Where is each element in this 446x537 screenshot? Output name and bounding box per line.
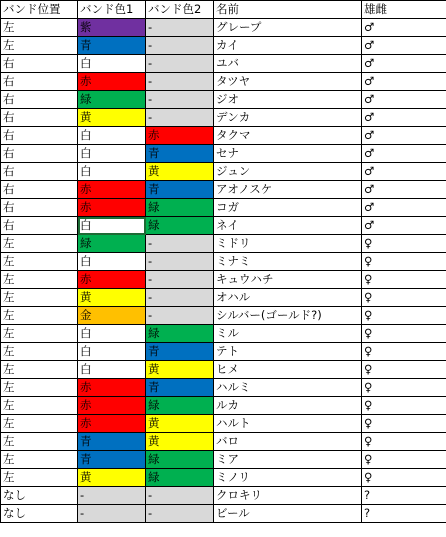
sex-cell[interactable]: ♂ bbox=[362, 73, 446, 91]
sex-cell[interactable]: ♀ bbox=[362, 307, 446, 325]
sex-cell[interactable]: ♂ bbox=[362, 163, 446, 181]
name-cell[interactable]: オハル bbox=[214, 289, 362, 307]
band-position-cell[interactable]: 左 bbox=[1, 433, 78, 451]
name-cell[interactable]: クロキリ bbox=[214, 487, 362, 505]
band-color-1-cell[interactable]: 黄 bbox=[78, 289, 146, 307]
band-color-1-cell[interactable]: 赤 bbox=[78, 271, 146, 289]
sex-cell[interactable]: ♂ bbox=[362, 91, 446, 109]
band-color-1-cell[interactable]: 赤 bbox=[78, 73, 146, 91]
name-cell[interactable]: ルカ bbox=[214, 397, 362, 415]
name-cell[interactable]: タクマ bbox=[214, 127, 362, 145]
name-cell[interactable]: ミノリ bbox=[214, 469, 362, 487]
table-row bbox=[1, 415, 446, 433]
band-color-1-cell[interactable]: 白 bbox=[78, 217, 146, 235]
band-color-1-cell[interactable]: 白 bbox=[78, 55, 146, 73]
table-row bbox=[1, 19, 446, 37]
band-color-2-cell[interactable]: - bbox=[146, 253, 214, 271]
band-color-1-cell[interactable]: 金 bbox=[78, 307, 146, 325]
band-color-2-cell[interactable]: 青 bbox=[146, 343, 214, 361]
band-color-1-cell[interactable]: 赤 bbox=[78, 199, 146, 217]
sex-cell[interactable]: ? bbox=[362, 505, 446, 523]
band-color-2-cell[interactable]: 黄 bbox=[146, 361, 214, 379]
name-cell[interactable]: カイ bbox=[214, 37, 362, 55]
band-position-cell[interactable]: 左 bbox=[1, 37, 78, 55]
band-color-2-cell[interactable]: 緑 bbox=[146, 469, 214, 487]
name-cell[interactable]: セナ bbox=[214, 145, 362, 163]
band-color-2-cell[interactable]: - bbox=[146, 289, 214, 307]
band-color-2-cell[interactable]: - bbox=[146, 307, 214, 325]
name-cell[interactable]: ネイ bbox=[214, 217, 362, 235]
band-color-2-cell[interactable]: 黄 bbox=[146, 163, 214, 181]
name-cell[interactable]: キュウハチ bbox=[214, 271, 362, 289]
band-color-2-cell[interactable]: - bbox=[146, 487, 214, 505]
table-row bbox=[1, 181, 446, 199]
band-position-cell[interactable]: 右 bbox=[1, 55, 78, 73]
sex-cell[interactable]: ♂ bbox=[362, 217, 446, 235]
name-cell[interactable]: アオノスケ bbox=[214, 181, 362, 199]
band-color-2-cell[interactable]: - bbox=[146, 505, 214, 523]
sex-cell[interactable]: ♂ bbox=[362, 37, 446, 55]
band-position-cell[interactable]: 左 bbox=[1, 307, 78, 325]
band-color-2-cell[interactable]: - bbox=[146, 109, 214, 127]
band-color-1-cell[interactable]: 赤 bbox=[78, 181, 146, 199]
band-color-1-cell[interactable]: 青 bbox=[78, 433, 146, 451]
band-position-cell[interactable]: 右 bbox=[1, 199, 78, 217]
header-name[interactable]: 名前 bbox=[214, 1, 362, 19]
band-color-2-cell[interactable]: 緑 bbox=[146, 199, 214, 217]
band-position-cell[interactable]: なし bbox=[1, 505, 78, 523]
sex-cell[interactable]: ♀ bbox=[362, 271, 446, 289]
band-position-cell[interactable]: 左 bbox=[1, 343, 78, 361]
table-row bbox=[1, 145, 446, 163]
band-position-cell[interactable]: 右 bbox=[1, 73, 78, 91]
band-color-1-cell[interactable]: 白 bbox=[78, 325, 146, 343]
name-cell[interactable]: ハルト bbox=[214, 415, 362, 433]
name-cell[interactable]: ジュン bbox=[214, 163, 362, 181]
band-color-1-cell[interactable]: 赤 bbox=[78, 379, 146, 397]
name-cell[interactable]: デンカ bbox=[214, 109, 362, 127]
band-position-cell[interactable]: 右 bbox=[1, 145, 78, 163]
band-position-cell[interactable]: 左 bbox=[1, 289, 78, 307]
table-row bbox=[1, 505, 446, 523]
band-position-cell[interactable]: 左 bbox=[1, 469, 78, 487]
band-position-cell[interactable]: 右 bbox=[1, 91, 78, 109]
header-band-color-1[interactable]: バンド色1 bbox=[78, 1, 146, 19]
band-position-cell[interactable]: 右 bbox=[1, 163, 78, 181]
band-color-2-cell[interactable]: 青 bbox=[146, 145, 214, 163]
table-row bbox=[1, 127, 446, 145]
sex-cell[interactable]: ♀ bbox=[362, 235, 446, 253]
band-color-1-cell[interactable]: 黄 bbox=[78, 469, 146, 487]
table-row bbox=[1, 73, 446, 91]
sex-cell[interactable]: ♀ bbox=[362, 451, 446, 469]
band-color-2-cell[interactable]: - bbox=[146, 235, 214, 253]
band-position-cell[interactable]: 左 bbox=[1, 415, 78, 433]
name-cell[interactable]: シルバー(ゴールド?) bbox=[214, 307, 362, 325]
table-row bbox=[1, 361, 446, 379]
band-position-cell[interactable]: 左 bbox=[1, 451, 78, 469]
name-cell[interactable]: ビール bbox=[214, 505, 362, 523]
name-cell[interactable]: ミル bbox=[214, 325, 362, 343]
band-color-2-cell[interactable]: 黄 bbox=[146, 433, 214, 451]
table-row bbox=[1, 253, 446, 271]
band-position-cell[interactable]: 左 bbox=[1, 397, 78, 415]
band-color-2-cell[interactable]: - bbox=[146, 91, 214, 109]
band-color-1-cell[interactable]: - bbox=[78, 505, 146, 523]
band-color-1-cell[interactable]: - bbox=[78, 487, 146, 505]
name-cell[interactable]: タツヤ bbox=[214, 73, 362, 91]
name-cell[interactable]: ジオ bbox=[214, 91, 362, 109]
table-row bbox=[1, 235, 446, 253]
sex-cell[interactable]: ♂ bbox=[362, 145, 446, 163]
band-color-1-cell[interactable]: 白 bbox=[78, 163, 146, 181]
band-position-cell[interactable]: 左 bbox=[1, 253, 78, 271]
name-cell[interactable]: ハルミ bbox=[214, 379, 362, 397]
name-cell[interactable]: ミドリ bbox=[214, 235, 362, 253]
band-color-2-cell[interactable]: - bbox=[146, 37, 214, 55]
table-row bbox=[1, 469, 446, 487]
band-position-cell[interactable]: なし bbox=[1, 487, 78, 505]
sex-cell[interactable]: ♂ bbox=[362, 55, 446, 73]
band-position-cell[interactable]: 左 bbox=[1, 325, 78, 343]
sex-cell[interactable]: ♀ bbox=[362, 379, 446, 397]
band-color-2-cell[interactable]: 緑 bbox=[146, 217, 214, 235]
name-cell[interactable]: グレープ bbox=[214, 19, 362, 37]
band-color-1-cell[interactable]: 青 bbox=[78, 451, 146, 469]
band-color-1-cell[interactable]: 緑 bbox=[78, 91, 146, 109]
table-row bbox=[1, 163, 446, 181]
table-row bbox=[1, 487, 446, 505]
table-row bbox=[1, 217, 446, 235]
sex-cell[interactable]: ♀ bbox=[362, 397, 446, 415]
band-position-cell[interactable]: 左 bbox=[1, 271, 78, 289]
band-color-2-cell[interactable]: 青 bbox=[146, 379, 214, 397]
band-position-cell[interactable]: 右 bbox=[1, 217, 78, 235]
table-row bbox=[1, 289, 446, 307]
band-color-2-cell[interactable]: - bbox=[146, 271, 214, 289]
band-color-2-cell[interactable]: 青 bbox=[146, 181, 214, 199]
band-position-cell[interactable]: 右 bbox=[1, 181, 78, 199]
name-cell[interactable]: ミア bbox=[214, 451, 362, 469]
sex-cell[interactable]: ♀ bbox=[362, 469, 446, 487]
name-cell[interactable]: テト bbox=[214, 343, 362, 361]
table-row bbox=[1, 307, 446, 325]
band-color-1-cell[interactable]: 白 bbox=[78, 361, 146, 379]
band-color-2-cell[interactable]: - bbox=[146, 55, 214, 73]
band-position-cell[interactable]: 右 bbox=[1, 127, 78, 145]
table-row bbox=[1, 37, 446, 55]
band-color-1-cell[interactable]: 赤 bbox=[78, 397, 146, 415]
band-position-cell[interactable]: 左 bbox=[1, 235, 78, 253]
sex-cell[interactable]: ♀ bbox=[362, 361, 446, 379]
name-cell[interactable]: バロ bbox=[214, 433, 362, 451]
sex-cell[interactable]: ♀ bbox=[362, 325, 446, 343]
header-band-color-2[interactable]: バンド色2 bbox=[146, 1, 214, 19]
header-row bbox=[1, 1, 446, 19]
table-row bbox=[1, 397, 446, 415]
name-cell[interactable]: コガ bbox=[214, 199, 362, 217]
band-position-cell[interactable]: 右 bbox=[1, 109, 78, 127]
sex-cell[interactable]: ♀ bbox=[362, 253, 446, 271]
sex-cell[interactable]: ♂ bbox=[362, 127, 446, 145]
sex-cell[interactable]: ♂ bbox=[362, 181, 446, 199]
band-color-2-cell[interactable]: 緑 bbox=[146, 325, 214, 343]
table-row bbox=[1, 343, 446, 361]
band-position-cell[interactable]: 左 bbox=[1, 19, 78, 37]
band-color-1-cell[interactable]: 黄 bbox=[78, 109, 146, 127]
band-color-1-cell[interactable]: 白 bbox=[78, 253, 146, 271]
name-cell[interactable]: ヒメ bbox=[214, 361, 362, 379]
sex-cell[interactable]: ♀ bbox=[362, 289, 446, 307]
band-color-2-cell[interactable]: - bbox=[146, 19, 214, 37]
table-row bbox=[1, 325, 446, 343]
table-row bbox=[1, 109, 446, 127]
band-color-2-cell[interactable]: 黄 bbox=[146, 415, 214, 433]
sex-cell[interactable]: ♀ bbox=[362, 415, 446, 433]
band-position-cell[interactable]: 左 bbox=[1, 361, 78, 379]
table-row bbox=[1, 433, 446, 451]
sex-cell[interactable]: ♂ bbox=[362, 19, 446, 37]
table-row bbox=[1, 55, 446, 73]
band-color-1-cell[interactable]: 緑 bbox=[78, 235, 146, 253]
sex-cell[interactable]: ♀ bbox=[362, 433, 446, 451]
band-color-1-cell[interactable]: 白 bbox=[78, 127, 146, 145]
band-position-cell[interactable]: 左 bbox=[1, 379, 78, 397]
sex-cell[interactable]: ♂ bbox=[362, 109, 446, 127]
sex-cell[interactable]: ? bbox=[362, 487, 446, 505]
table-row bbox=[1, 451, 446, 469]
name-cell[interactable]: ミナミ bbox=[214, 253, 362, 271]
table-row bbox=[1, 271, 446, 289]
header-band-position[interactable]: バンド位置 bbox=[1, 1, 78, 19]
band-color-2-cell[interactable]: 赤 bbox=[146, 127, 214, 145]
band-color-1-cell[interactable]: 白 bbox=[78, 145, 146, 163]
band-color-2-cell[interactable]: 緑 bbox=[146, 451, 214, 469]
band-color-1-cell[interactable]: 赤 bbox=[78, 415, 146, 433]
sex-cell[interactable]: ♂ bbox=[362, 199, 446, 217]
header-sex[interactable]: 雄雌 bbox=[362, 1, 446, 19]
name-cell[interactable]: ユバ bbox=[214, 55, 362, 73]
table-row bbox=[1, 91, 446, 109]
band-color-2-cell[interactable]: 緑 bbox=[146, 397, 214, 415]
band-color-2-cell[interactable]: - bbox=[146, 73, 214, 91]
sex-cell[interactable]: ♀ bbox=[362, 343, 446, 361]
table-row bbox=[1, 379, 446, 397]
band-color-1-cell[interactable]: 青 bbox=[78, 37, 146, 55]
table-row bbox=[1, 199, 446, 217]
band-color-1-cell[interactable]: 白 bbox=[78, 343, 146, 361]
band-color-1-cell[interactable]: 紫 bbox=[78, 19, 146, 37]
